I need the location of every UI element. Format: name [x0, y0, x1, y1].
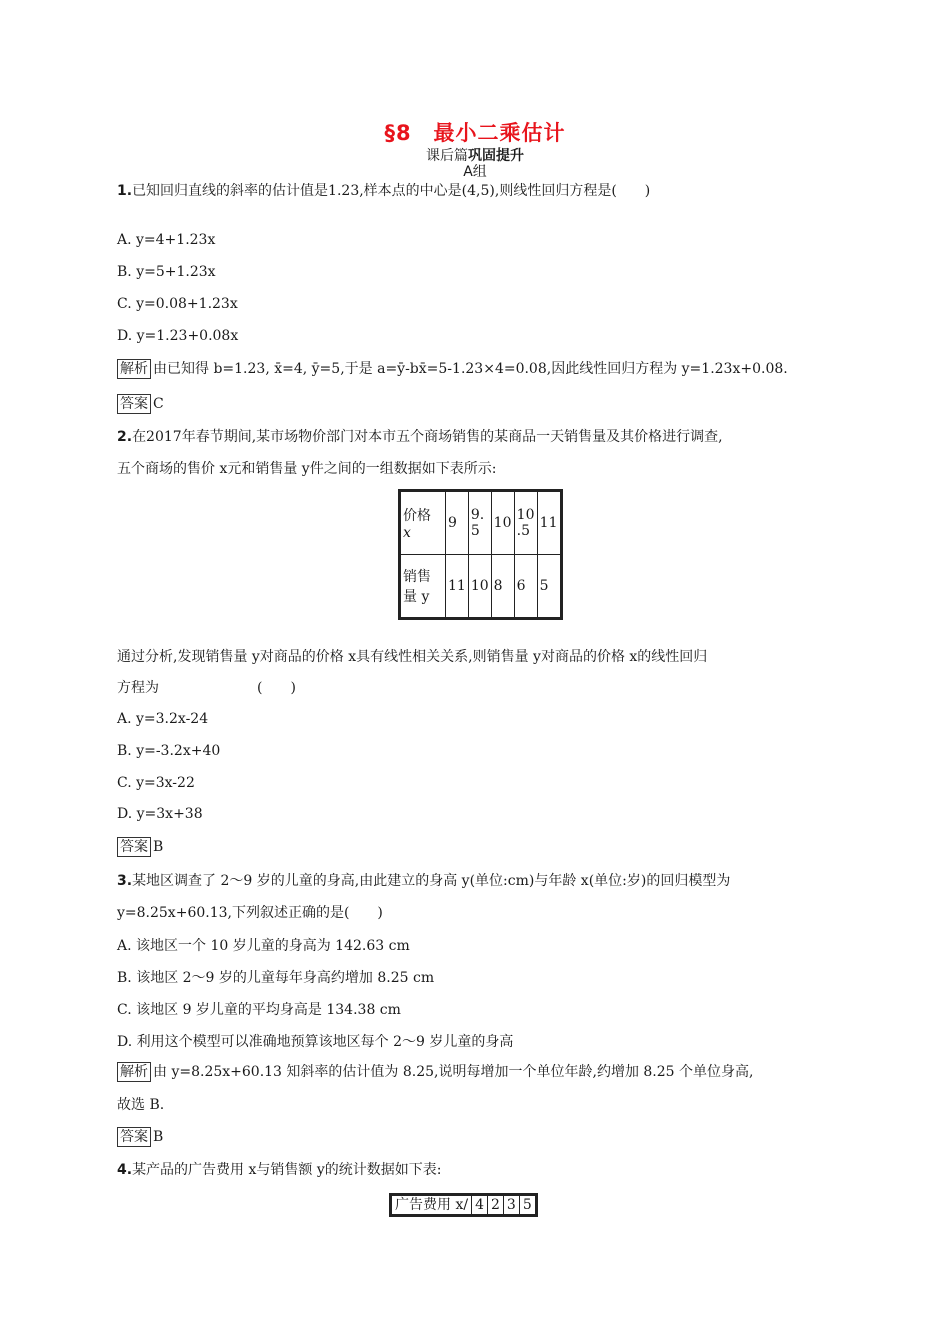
header-price-b: x [403, 525, 411, 541]
q2-option-a: A. y=3.2x-24 [117, 711, 209, 727]
table-cell: 5 [537, 555, 561, 619]
ad-cost-table [389, 1193, 538, 1217]
q1-option-c: C. y=0.08+1.23x [117, 296, 238, 312]
table-cell: 10 [491, 491, 514, 555]
q2-stem-text1: 在2017年春节期间,某市场物价部门对本市五个商场销售的某商品一天销售量及其价格进行调查, [132, 429, 723, 445]
q3-option-a: A. 该地区一个 10 岁儿童的身高为 142.63 cm [117, 938, 410, 954]
q1-number: 1. [117, 183, 133, 199]
table-cell: 11 [537, 491, 561, 555]
table-cell: 11 [446, 555, 469, 619]
q2-answer [117, 837, 163, 857]
q1-answer-value: C [153, 396, 164, 412]
q1-answer [117, 394, 164, 414]
analysis-tag: 解析 [117, 1062, 151, 1082]
answer-tag: 答案 [117, 1127, 151, 1147]
group-label: A组 [463, 164, 487, 180]
q2-answer-value: B [153, 839, 164, 855]
table-cell: 9. 5 [468, 491, 491, 555]
q1-option-b: B. y=5+1.23x [117, 264, 216, 280]
q3-answer-value: B [153, 1129, 164, 1145]
q3-analysis [117, 1062, 753, 1082]
q2-option-c: C. y=3x-22 [117, 775, 195, 791]
price-sales-table [398, 489, 563, 620]
q3-analysis-text1: 由 y=8.25x+60.13 知斜率的估计值为 8.25,说明每增加一个单位年龄,约增加 8.25 个单位身高, [153, 1064, 754, 1080]
subtitle-prefix: 课后篇 [426, 148, 468, 164]
q4-stem-text: 某产品的广告费用 x与销售额 y的统计数据如下表: [132, 1162, 442, 1178]
q2-stem-line2: 五个商场的售价 x元和销售量 y件之间的一组数据如下表所示: [117, 461, 497, 477]
q2-after-line1: 通过分析,发现销售量 y对商品的价格 x具有线性相关关系,则销售量 y对商品的价格 x的线性回归 [117, 649, 708, 665]
q3-answer [117, 1127, 163, 1147]
q1-analysis [117, 359, 788, 379]
ad-cost-header: 广告费用 x/ [391, 1195, 472, 1216]
q1-option-d: D. y=1.23+0.08x [117, 328, 239, 344]
header-sales-b: 量 y [403, 589, 430, 605]
q2-option-d: D. y=3x+38 [117, 806, 203, 822]
table-cell: 2 [487, 1195, 503, 1216]
analysis-tag: 解析 [117, 359, 151, 379]
q1-option-a: A. y=4+1.23x [117, 232, 216, 248]
table-cell: 3 [503, 1195, 519, 1216]
q2-number: 2. [117, 429, 133, 445]
table-header-sales [400, 555, 446, 619]
table-cell: 10 .5 [514, 491, 537, 555]
q3-stem-line2: y=8.25x+60.13,下列叙述正确的是( ) [117, 905, 383, 921]
table-cell: 8 [491, 555, 514, 619]
q1-stem [117, 181, 650, 201]
header-sales-a: 销售 [403, 569, 431, 585]
table-header-price [400, 491, 446, 555]
q3-option-d: D. 利用这个模型可以准确地预算该地区每个 2～9 岁儿童的身高 [117, 1034, 514, 1050]
q2-after-line2: 方程为 ( ) [117, 680, 296, 696]
q3-stem-text1: 某地区调查了 2～9 岁的儿童的身高,由此建立的身高 y(单位:cm)与年龄 x(单位:岁)的回归模型为 [132, 873, 731, 889]
table-cell: 10 [468, 555, 491, 619]
q4-number: 4. [117, 1162, 133, 1178]
q3-option-b: B. 该地区 2～9 岁的儿童每年身高约增加 8.25 cm [117, 970, 435, 986]
q1-stem-text: 已知回归直线的斜率的估计值是1.23,样本点的中心是(4,5),则线性回归方程是( ) [132, 183, 651, 199]
table-cell: 4 [472, 1195, 488, 1216]
table-cell: 5 [519, 1195, 536, 1216]
q3-analysis-line2: 故选 B. [117, 1097, 165, 1113]
q4-stem [117, 1160, 441, 1180]
answer-tag: 答案 [117, 837, 151, 857]
q1-analysis-text: 由已知得 b=1.23, x̄=4, ȳ=5,于是 a=ȳ-bx̄=5-1.23×4=0.08,因此线性回归方程为 y=1.23x+0.08. [153, 361, 788, 377]
table-cell: 6 [514, 555, 537, 619]
page-title: §8 最小二乘估计 [384, 121, 566, 145]
q3-number: 3. [117, 873, 133, 889]
subtitle-bold: 巩固提升 [468, 148, 524, 164]
q3-option-c: C. 该地区 9 岁儿童的平均身高是 134.38 cm [117, 1002, 401, 1018]
q2-stem-line1 [117, 427, 723, 447]
header-price-a: 价格 [403, 508, 431, 524]
q2-option-b: B. y=-3.2x+40 [117, 743, 221, 759]
table-cell: 9 [446, 491, 469, 555]
answer-tag: 答案 [117, 394, 151, 414]
q3-stem-line1 [117, 871, 730, 891]
